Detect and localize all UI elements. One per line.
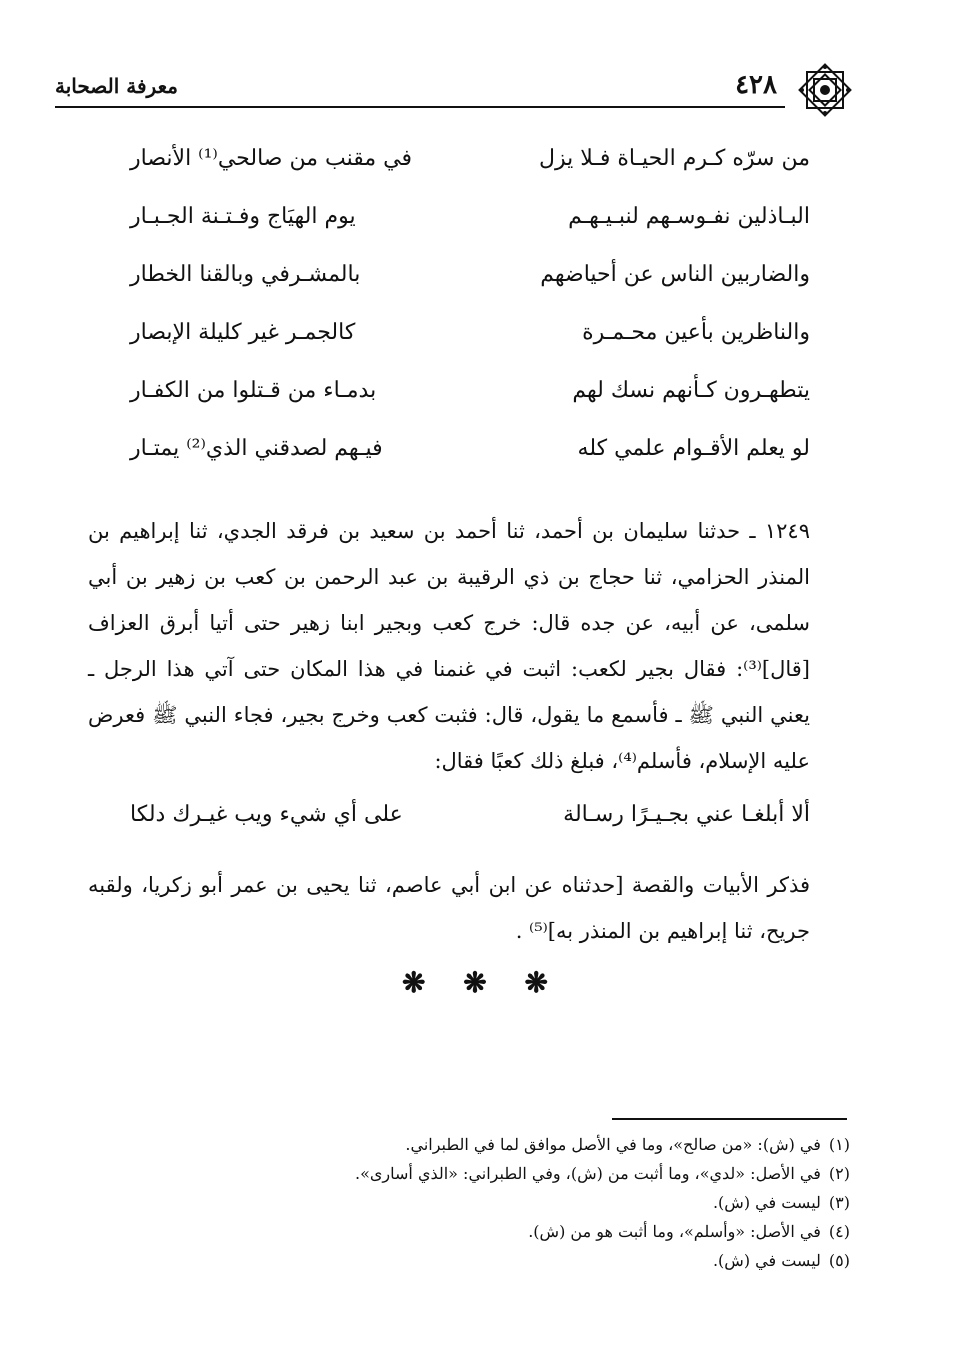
header-divider xyxy=(55,106,785,108)
footnote xyxy=(150,1188,850,1217)
verse-second-half: في مقنب من صالحي⁽¹⁾ الأنصار xyxy=(130,146,412,171)
octagram-ornament-icon xyxy=(795,60,855,120)
footnote-text: في الأصل: «وأسلم»، وما أثبت هو من (ش). xyxy=(528,1222,821,1241)
verse-second-half: بدمـاء من قـتلوا من الكفـار xyxy=(130,378,377,403)
verse xyxy=(130,372,810,430)
page-header xyxy=(55,60,855,120)
verse xyxy=(130,430,810,488)
verse-first-half: البـاذلين نفـوسـهم لنبـيـهـم xyxy=(568,204,810,229)
verse-second-half: على أي شيء ويب غيـرك دلكا xyxy=(130,802,403,827)
closing-text xyxy=(88,862,810,954)
footnote-divider xyxy=(612,1118,847,1120)
verse-second-half: بالمشـرفي وبالقنا الخطار xyxy=(130,262,361,287)
verse-first-half: لو يعلم الأقـوام علمي كله xyxy=(577,436,810,461)
footnote xyxy=(150,1217,850,1246)
footnote xyxy=(150,1246,850,1275)
closing-paragraph: فذكر الأبيات والقصة [حدثناه عن ابن أبي عاصم، ثنا يحيى بن عمر أبو زكريا، ولقبه جريح، ثنا إبراهيم بن المنذر به]⁽⁵⁾ . xyxy=(88,873,810,943)
verse-second-half: يوم الهيَاج وفـتـنة الجـبـار xyxy=(130,204,356,229)
book-title: معرفة الصحابة xyxy=(55,74,178,98)
footnote-number: (٢) xyxy=(828,1164,850,1183)
footnote xyxy=(150,1159,850,1188)
footnote-number: (٥) xyxy=(828,1251,850,1270)
footnote-number: (٤) xyxy=(828,1222,850,1241)
hadith-paragraph: ١٢٤٩ ـ حدثنا سليمان بن أحمد، ثنا أحمد بن سعيد بن فرقد الجدي، ثنا إبراهيم بن المنذر الحزامي، ثنا حجاج بن ذي الرقيبة بن عبد الرحمن بن كعب بن زهير بن أبي سلمى، عن أبيه، عن جده قال: خرج كعب وبجير ابنا زهير حتى أتيا أبرق العزاف [قال]⁽³⁾: فقال بجير لكعب: اثبت في غنمنا في هذا المكان حتى آتي هذا الرجل ـ يعني النبي ﷺ ـ فأسمع ما يقول، قال: فثبت كعب وخرج بجير، فجاء النبي ﷺ فعرض عليه الإسلام، فأسلم⁽⁴⁾، فبلغ ذلك كعبًا فقال: xyxy=(88,519,810,773)
footnote-number: (١) xyxy=(828,1135,850,1154)
section-separator: ❋ ❋ ❋ xyxy=(402,966,562,999)
verse-first-half: والناظرين بأعين محـمـرة xyxy=(582,320,810,345)
verse-second-half: فيـهم لصدقني الذي⁽²⁾ يمتـار xyxy=(130,436,383,461)
verse xyxy=(130,140,810,198)
verse-first-half: من سرّه كـرم الحيـاة فـلا يزل xyxy=(539,146,810,171)
verse-second-half: كالجمـر غير كليلة الإبصار xyxy=(130,320,356,345)
footnotes xyxy=(150,1130,850,1275)
verse xyxy=(130,256,810,314)
footnote-text: ليست في (ش). xyxy=(712,1251,821,1270)
page-number: ٤٢٨ xyxy=(735,70,777,100)
footnote-text: في (ش): «من صالح»، وما في الأصل موافق لما في الطبراني. xyxy=(405,1135,821,1154)
verse xyxy=(130,314,810,372)
verse xyxy=(130,198,810,256)
footnote-text: في الأصل: «لدي»، وما أثبت من (ش)، وفي الطبراني: «الذي أسارى». xyxy=(355,1164,821,1183)
verse-first-half: ألا أبلغـا عني بجـيـرًا رسـالة xyxy=(563,802,810,827)
verse-first-half: يتطهـرون كـأنهم نسك لهم xyxy=(572,378,810,403)
poem-block xyxy=(130,140,810,488)
verse-first-half: والضاربين الناس عن أحياضهم xyxy=(540,262,810,287)
footnote-text: ليست في (ش). xyxy=(712,1193,821,1212)
quoted-verse xyxy=(130,796,810,846)
footnote xyxy=(150,1130,850,1159)
footnote-number: (٣) xyxy=(828,1193,850,1212)
hadith-text xyxy=(88,508,810,784)
